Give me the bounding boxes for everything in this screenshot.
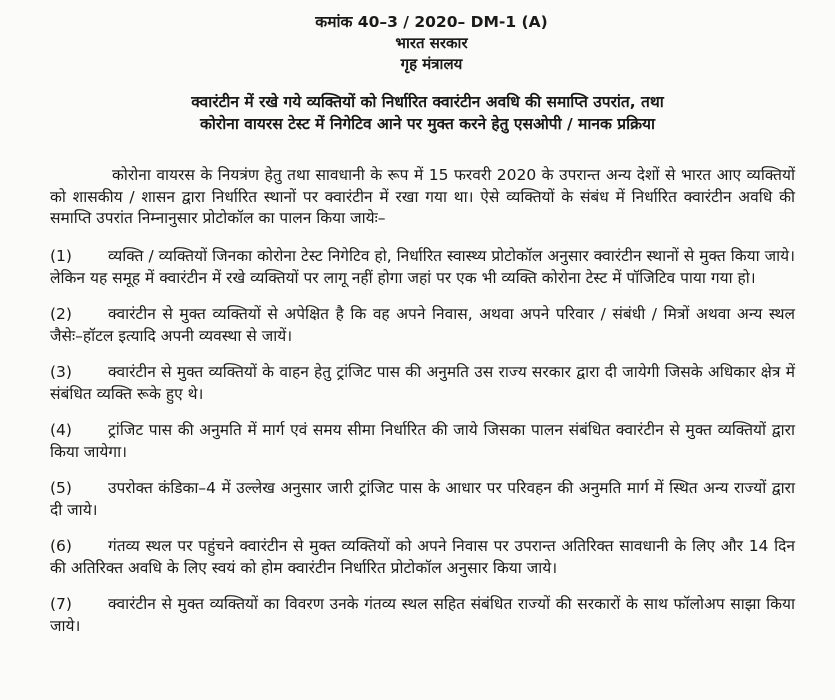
item-text: क्वारंटीन से मुक्त व्यक्तियों के वाहन हेतु ट्रांजिट पास की अनुमति उस राज्य सरकार द्वारा दी जायेगी जिसके अधिकार क्षेत्र में संबंधित व्यक्ति रूके हुए थे।: [50, 363, 795, 403]
reference-number: कमांक 40–3 / 2020– DM-1 (A): [315, 13, 548, 31]
intro-paragraph: कोरोना वायरस के नियत्रंण हेतु तथा सावधानी के रूप में 15 फरवरी 2020 के उपरान्त अन्य देशों से भारत आए व्यक्तियों को शासकीय / शासन द्वारा निर्धारित स्थानों पर क्वारंटीन में रखा गया था। ऐसे व्यक्तियों के संबंध में निर्धारित क्वारंटीन अवधि की समाप्ति उपरांत निम्नानुसार प्रोटोकॉल का पालन किया जायेः–: [50, 166, 795, 227]
item-text: क्वारंटीन से मुक्त व्यक्तियों से अपेक्षित है कि वह अपने निवास, अथवा अपने परिवार / संबंधी / मित्रों अथवा अन्य स्थल जैसेः–हॉटल इत्यादि अपनी व्यवस्था से जायें।: [50, 305, 795, 345]
list-item: [50, 593, 795, 637]
ministry-name: गृह मंत्रालय: [400, 55, 463, 73]
item-number: (4): [50, 421, 72, 439]
list-item: [50, 245, 795, 289]
list-item: [50, 361, 795, 405]
document-title: [60, 91, 795, 135]
list-item: [50, 477, 795, 521]
item-number: (6): [50, 537, 72, 555]
item-number: (2): [50, 305, 72, 323]
title-line-1: क्वारंटीन में रखे गये व्यक्तियों को निर्धारित क्वारंटीन अवधि की समाप्ति उपरांत, तथा: [191, 93, 664, 111]
item-text: ट्रांजिट पास की अनुमति में मार्ग एवं समय सीमा निर्धारित की जाये जिसका पालन संबंधित क्वारंटीन से मुक्त व्यक्तियों द्वारा किया जायेगा।: [50, 421, 795, 461]
item-number: (3): [50, 363, 72, 381]
item-number: (7): [50, 595, 72, 613]
item-text: व्यक्ति / व्यक्तियों जिनका कोरोना टेस्ट निगेटिव हो, निर्धारित स्वास्थ्य प्रोटोकॉल अनुसार क्वारंटीन स्थानों से मुक्त किया जाये। लेकिन यह समूह में क्वारंटीन में रखे व्यक्तियों पर लागू नहीं होगा जहां पर एक भी व्यक्ति कोरोना टेस्ट में पॉजिटिव पाया गया हो।: [50, 247, 795, 287]
government-name: भारत सरकार: [395, 34, 468, 52]
item-text: गंतव्य स्थल पर पहुंचने क्वारंटीन से मुक्त व्यक्तियों को अपने निवास पर उपरान्त अतिरिक्त सावधानी के लिए और 14 दिन की अतिरिक्त अवधि के लिए स्वयं को होम क्वारंटीन निर्धारित प्रोटोकॉल अनुसार किया जाये।: [50, 537, 795, 577]
list-item: [50, 419, 795, 463]
title-line-2: कोरोना वायरस टेस्ट में निगेटिव आने पर मुक्त करने हेतु एसओपी / मानक प्रक्रिया: [199, 115, 656, 133]
item-text: क्वारंटीन से मुक्त व्यक्तियों का विवरण उनके गंतव्य स्थल सहित संबंधित राज्यों की सरकारों के साथ फॉलोअप साझा किया जाये।: [50, 595, 795, 635]
item-text: उपरोक्त कंडिका–4 में उल्लेख अनुसार जारी ट्रांजिट पास के आधार पर परिवहन की अनुमति मार्ग में स्थित अन्य राज्यों द्वारा दी जाये।: [50, 479, 795, 519]
list-item: [50, 535, 795, 579]
item-number: (1): [50, 247, 72, 265]
list-item: [50, 303, 795, 347]
item-number: (5): [50, 479, 72, 497]
document-header: [68, 12, 795, 75]
